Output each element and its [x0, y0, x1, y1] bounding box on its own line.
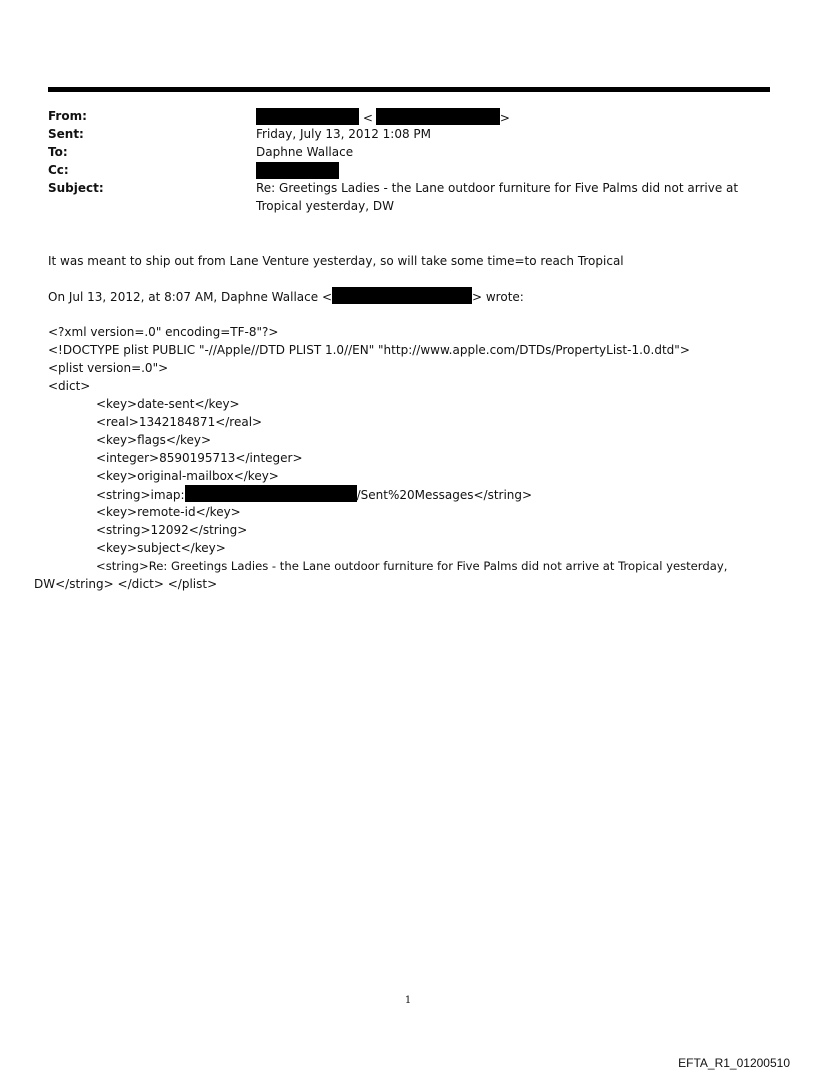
from-lt: <	[362, 111, 373, 125]
xml-line: <key>flags</key>	[96, 433, 212, 447]
xml-line: <string>12092</string>	[96, 523, 248, 537]
page-number: 1	[404, 995, 412, 1006]
to-value: Daphne Wallace	[256, 145, 354, 159]
from-gt: >	[499, 111, 510, 125]
xml-mailbox-suffix: /Sent%20Messages</string>	[356, 488, 533, 502]
xml-line-mailbox	[96, 485, 532, 504]
xml-line: <key>subject</key>	[96, 541, 226, 555]
redacted-imap-address	[185, 485, 357, 502]
sent-label: Sent:	[48, 127, 84, 141]
redacted-quote-email	[332, 287, 472, 304]
quote-prefix: On Jul 13, 2012, at 8:07 AM, Daphne Wallace <	[48, 290, 332, 304]
xml-line: <key>original-mailbox</key>	[96, 469, 279, 483]
xml-line: DW</string> </dict> </plist>	[34, 577, 218, 591]
redacted-sender-email	[376, 108, 500, 125]
sent-value: Friday, July 13, 2012 1:08 PM	[256, 127, 431, 141]
from-label: From:	[48, 109, 87, 123]
cc-label: Cc:	[48, 163, 69, 177]
to-label: To:	[48, 145, 68, 159]
header-rule	[48, 87, 770, 92]
xml-line: <!DOCTYPE plist PUBLIC "-//Apple//DTD PLIST 1.0//EN" "http://www.apple.com/DTDs/PropertyList-1.0.dtd">	[48, 343, 690, 357]
subject-line-2: Tropical yesterday, DW	[256, 199, 394, 213]
xml-line: <?xml version=.0" encoding=TF-8"?>	[48, 325, 279, 339]
subject-label: Subject:	[48, 181, 104, 195]
subject-line-1: Re: Greetings Ladies - the Lane outdoor furniture for Five Palms did not arrive at	[256, 181, 739, 195]
xml-mailbox-prefix: <string>imap:	[96, 488, 185, 502]
redacted-cc	[256, 162, 339, 179]
document-id: EFTA_R1_01200510	[678, 1056, 790, 1070]
xml-line: <real>1342184871</real>	[96, 415, 263, 429]
xml-line: <integer>8590195713</integer>	[96, 451, 303, 465]
xml-line: <key>date-sent</key>	[96, 397, 240, 411]
quote-attribution	[48, 287, 524, 306]
xml-line: <string>Re: Greetings Ladies - the Lane outdoor furniture for Five Palms did not arrive at Tropical yesterday,	[96, 559, 728, 573]
xml-line: <plist version=.0">	[48, 361, 169, 375]
quote-suffix: > wrote:	[472, 290, 524, 304]
cc-value	[256, 162, 339, 181]
redacted-sender-name	[256, 108, 359, 125]
xml-line: <dict>	[48, 379, 91, 393]
message-text: It was meant to ship out from Lane Venture yesterday, so will take some time=to reach Tropical	[48, 254, 624, 268]
xml-line: <key>remote-id</key>	[96, 505, 241, 519]
from-value	[256, 108, 510, 127]
